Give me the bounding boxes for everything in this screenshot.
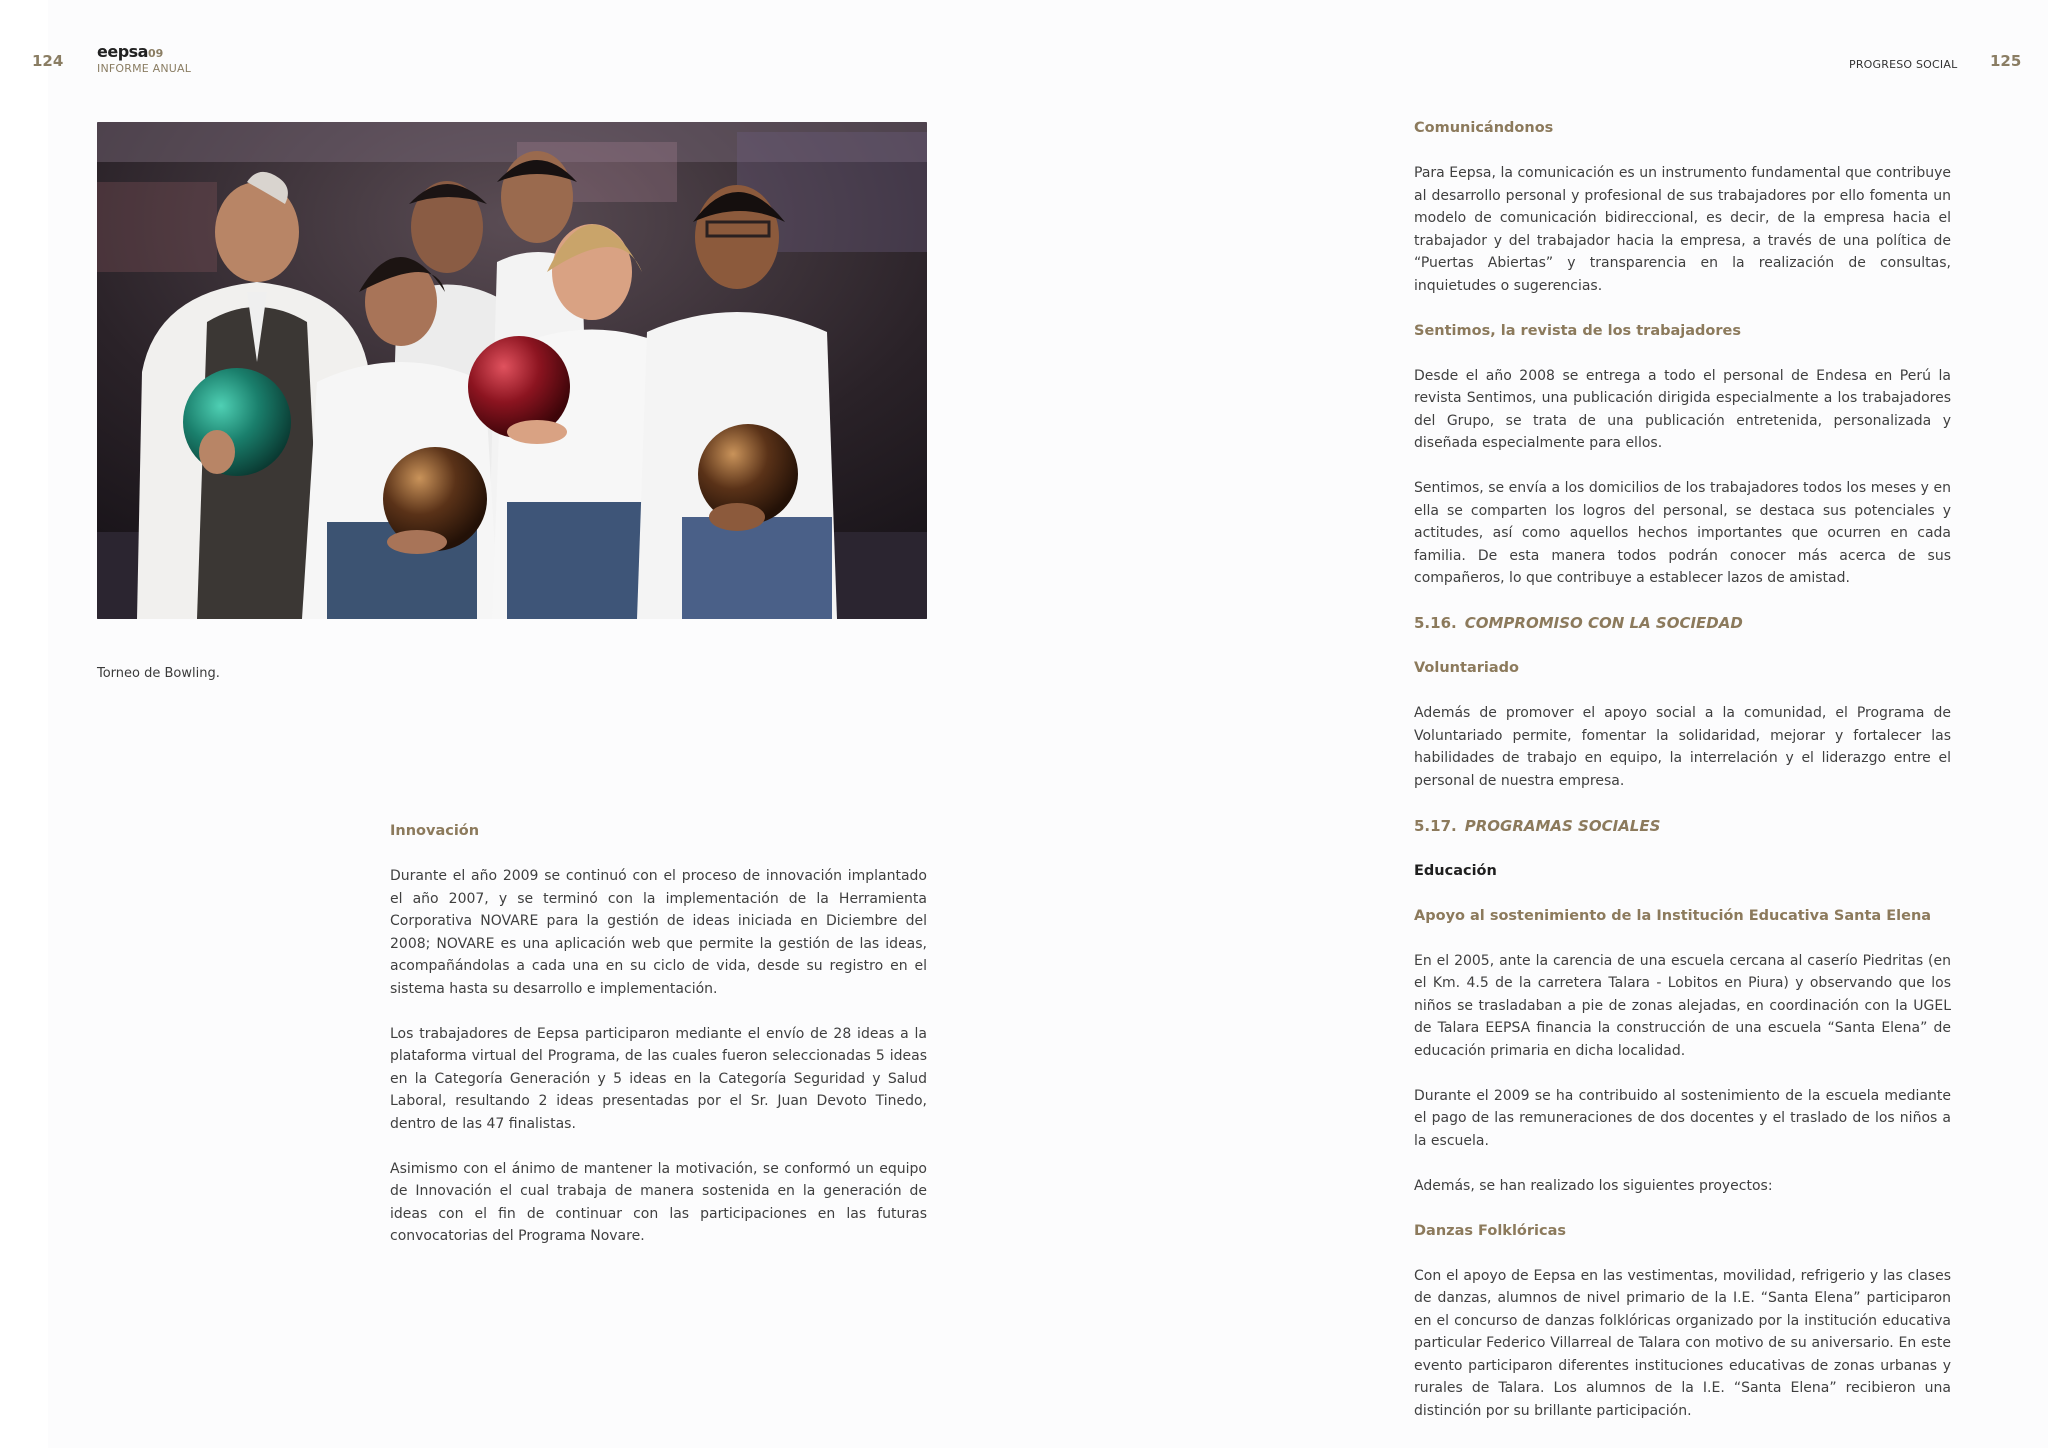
voluntariado-heading: Voluntariado	[1414, 660, 1519, 676]
comunicandonos-text: Para Eepsa, la comunicación es un instrumento fundamental que contribuye al desarrollo personal y profesional de sus trabajadores por ello fomenta un modelo de comunicación bidireccional, es decir, de la empresa hacia el trabajador y del trabajador hacia la empresa, a través de una política de “Puertas Abiertas” y transparencia en la realización de consultas, inquietudes o sugerencias.	[1414, 165, 1951, 294]
brand-name: eepsa	[97, 42, 148, 61]
brand-subtitle: INFORME ANUAL	[97, 62, 192, 75]
innovation-section	[390, 820, 927, 1270]
sentimos-text: Desde el año 2008 se entrega a todo el personal de Endesa en Perú la revista Sentimos, una publicación dirigida especialmente a los trabajadores del Grupo, se trata de una publicación entretenida, personalizada y diseñada especialmente para ellos.	[1414, 367, 1951, 451]
comunicandonos-heading: Comunicándonos	[1414, 120, 1554, 136]
apoyo-text: Durante el 2009 se ha contribuido al sostenimiento de la escuela mediante el pago de las remuneraciones de dos docentes y el traslado de los niños a la escuela.	[1414, 1087, 1951, 1149]
section-name: PROGRESO SOCIAL	[1849, 58, 1958, 71]
bowling-team-photo	[97, 122, 927, 619]
apoyo-text: Además, se han realizado los siguientes proyectos:	[1414, 1177, 1773, 1194]
right-column	[1414, 117, 1951, 1445]
educacion-heading: Educación	[1414, 862, 1497, 879]
section-title: PROGRAMAS SOCIALES	[1464, 816, 1661, 835]
innovation-heading: Innovación	[390, 823, 480, 839]
section-title: COMPROMISO CON LA SOCIEDAD	[1464, 614, 1743, 632]
sentimos-text: Sentimos, se envía a los domicilios de los trabajadores todos los meses y en ella se comparten los logros del personal, se destaca sus potenciales y actitudes, así como aquellos hechos importantes que ocurren en cada familia. De esta manera todos podrán conocer más acerca de sus compañeros, lo que contribuye a establecer lazos de amistad.	[1414, 480, 1951, 586]
section-5-17-heading	[1414, 815, 1951, 838]
section-number: 5.17.	[1414, 816, 1457, 835]
apoyo-heading: Apoyo al sostenimiento de la Institución Educativa Santa Elena	[1414, 907, 1932, 924]
voluntariado-text: Además de promover el apoyo social a la comunidad, el Programa de Voluntariado permite, fomentar la solidaridad, mejorar y fortalecer las habilidades de trabajo en equipo, la interrelación y el liderazgo entre el personal de nuestra empresa.	[1414, 705, 1951, 789]
innovation-paragraph: Asimismo con el ánimo de mantener la motivación, se conformó un equipo de Innovación el cual trabaja de manera sostenida en la generación de ideas con el fin de continuar con las participaciones en las futuras convocatorias del Programa Novare.	[390, 1160, 927, 1244]
photo-caption: Torneo de Bowling.	[97, 666, 220, 681]
left-page-number: 124	[32, 52, 64, 70]
right-page-number: 125	[1990, 52, 2022, 70]
innovation-paragraph: Durante el año 2009 se continuó con el proceso de innovación implantado el año 2007, y se terminó con la implementación de la Herramienta Corporativa NOVARE para la gestión de ideas iniciada en Diciembre del 2008; NOVARE es una aplicación web que permite la gestión de las ideas, acompañándolas a cada una en su ciclo de vida, desde su registro en el sistema hasta su desarrollo e implementación.	[390, 868, 927, 997]
danzas-heading: Danzas Folklóricas	[1414, 1222, 1567, 1239]
danzas-text: Con el apoyo de Eepsa en las vestimentas, movilidad, refrigerio y las clases de danzas, alumnos de nivel primario de la I.E. “Santa Elena” participaron en el concurso de danzas folklóricas organizado por la institución educativa particular Federico Villarreal de Talara con motivo de su aniversario. En este evento participaron diferentes instituciones educativas de zonas urbanas y rurales de Talara. Los alumnos de la I.E. “Santa Elena” recibieron una distinción por su brillante participación.	[1414, 1267, 1951, 1419]
brand-year: 09	[147, 47, 164, 60]
brand-logo	[97, 42, 191, 75]
section-5-16-heading	[1414, 612, 1951, 635]
innovation-paragraph: Los trabajadores de Eepsa participaron mediante el envío de 28 ideas a la plataforma virtual del Programa, de las cuales fueron seleccionadas 5 ideas en la Categoría Generación y 5 ideas en la Categoría Seguridad y Salud Laboral, resultando 2 ideas presentadas por el Sr. Juan Devoto Tinedo, dentro de las 47 finalistas.	[390, 1025, 927, 1132]
section-number: 5.16.	[1414, 614, 1457, 632]
apoyo-text: En el 2005, ante la carencia de una escuela cercana al caserío Piedritas (en el Km. 4.5 de la carretera Talara - Lobitos en Piura) y observando que los niños se trasladaban a pie de zonas alejadas, en coordinación con la UGEL de Talara EEPSA financia la construcción de una escuela “Santa Elena” de educación primaria en dicha localidad.	[1414, 952, 1951, 1059]
sentimos-heading: Sentimos, la revista de los trabajadores	[1414, 322, 1741, 339]
